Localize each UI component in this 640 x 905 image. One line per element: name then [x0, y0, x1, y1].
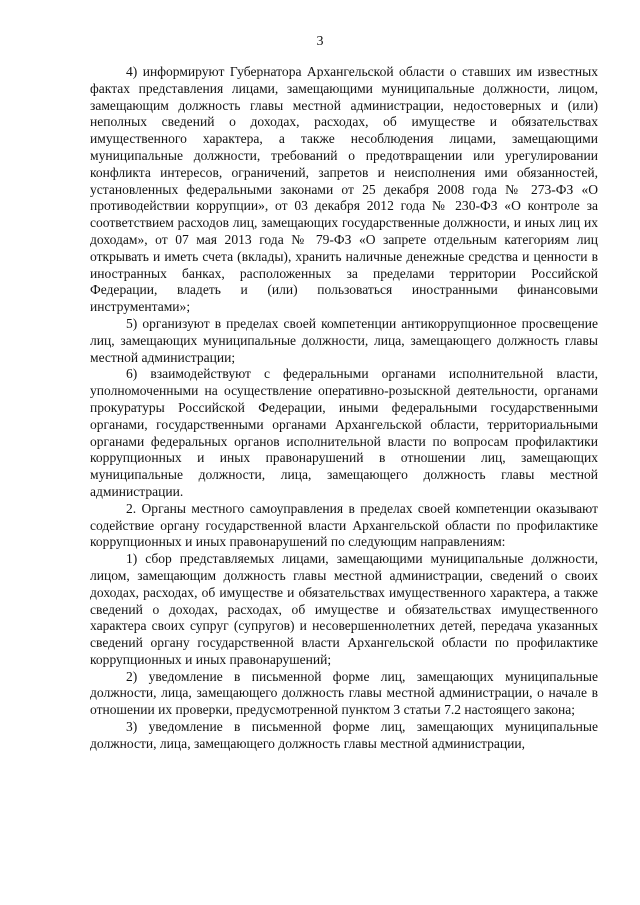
- page-number: 3: [316, 34, 324, 49]
- paragraph-subitem-2-notification: 2) уведомление в письменной форме лиц, замещающих муниципальные должности, лица, замещающего должность главы местной администрации, о начале в отношении их проверки, предусмотренной пунктом 3 статьи 7.2 настоящего закона;: [90, 668, 598, 718]
- document-body: [90, 64, 598, 753]
- paragraph-item-6-interaction: 6) взаимодействуют с федеральными органами исполнительной власти, уполномоченными на осуществление оперативно-розыскной деятельности, органами прокуратуры Российской Федерации, иными федеральными государственными органами, государственными органами Архангельской области, территориальными органами федеральных органов исполнительной власти по вопросам профилактики коррупционных и иных правонарушений в отношении лиц, замещающих муниципальные должности, лица, замещающего должность главы местной администрации.: [90, 366, 598, 499]
- paragraph-item-4-inform-governor: 4) информируют Губернатора Архангельской области о ставших им известных фактах представления лицами, замещающими муниципальные должности, лицом, замещающим должность главы местной администрации, недостоверных и (или) неполных сведений о доходах, расходах, об имуществе и обязательствах имущественного характера, а также несоблюдения лицами, замещающими муниципальные должности, требований о предотвращении или урегулировании конфликта интересов, ограничений, запретов и неисполнения ими обязанностей, установленных федеральными законами от 25 декабря 2008 года № 273-ФЗ «О противодействии коррупции», от 03 декабря 2012 года № 230-ФЗ «О контроле за соответствием расходов лиц, замещающих государственные должности, и иных лиц их доходам», от 07 мая 2013 года № 79-ФЗ «О запрете отдельным категориям лиц открывать и иметь счета (вклады), хранить наличные денежные средства и ценности в иностранных банках, расположенных за пределами территории Российской Федерации, владеть и (или) пользоваться иностранными финансовыми инструментами»;: [90, 64, 598, 315]
- paragraph-item-5-anticorruption-education: 5) организуют в пределах своей компетенции антикоррупционное просвещение лиц, замещающих муниципальные должности, лица, замещающего должность главы местной администрации;: [90, 315, 598, 365]
- paragraph-section-2-local-government: 2. Органы местного самоуправления в пределах своей компетенции оказывают содействие органу государственной власти Архангельской области по профилактике коррупционных и иных правонарушений по следующим направлениям:: [90, 500, 598, 550]
- paragraph-subitem-1-collection: 1) сбор представляемых лицами, замещающими муниципальные должности, лицом, замещающим должность главы местной администрации, сведений о своих доходах, расходах, об имуществе и обязательствах имущественного характера, а также сведений о доходах, расходах, об имуществе и обязательствах имущественного характера своих супруг (супругов) и несовершеннолетних детей, передача указанных сведений органу государственной власти Архангельской области по профилактике коррупционных и иных правонарушений;: [90, 551, 598, 667]
- paragraph-subitem-3-notification: 3) уведомление в письменной форме лиц, замещающих муниципальные должности, лица, замещающего должность главы местной администрации,: [90, 719, 598, 751]
